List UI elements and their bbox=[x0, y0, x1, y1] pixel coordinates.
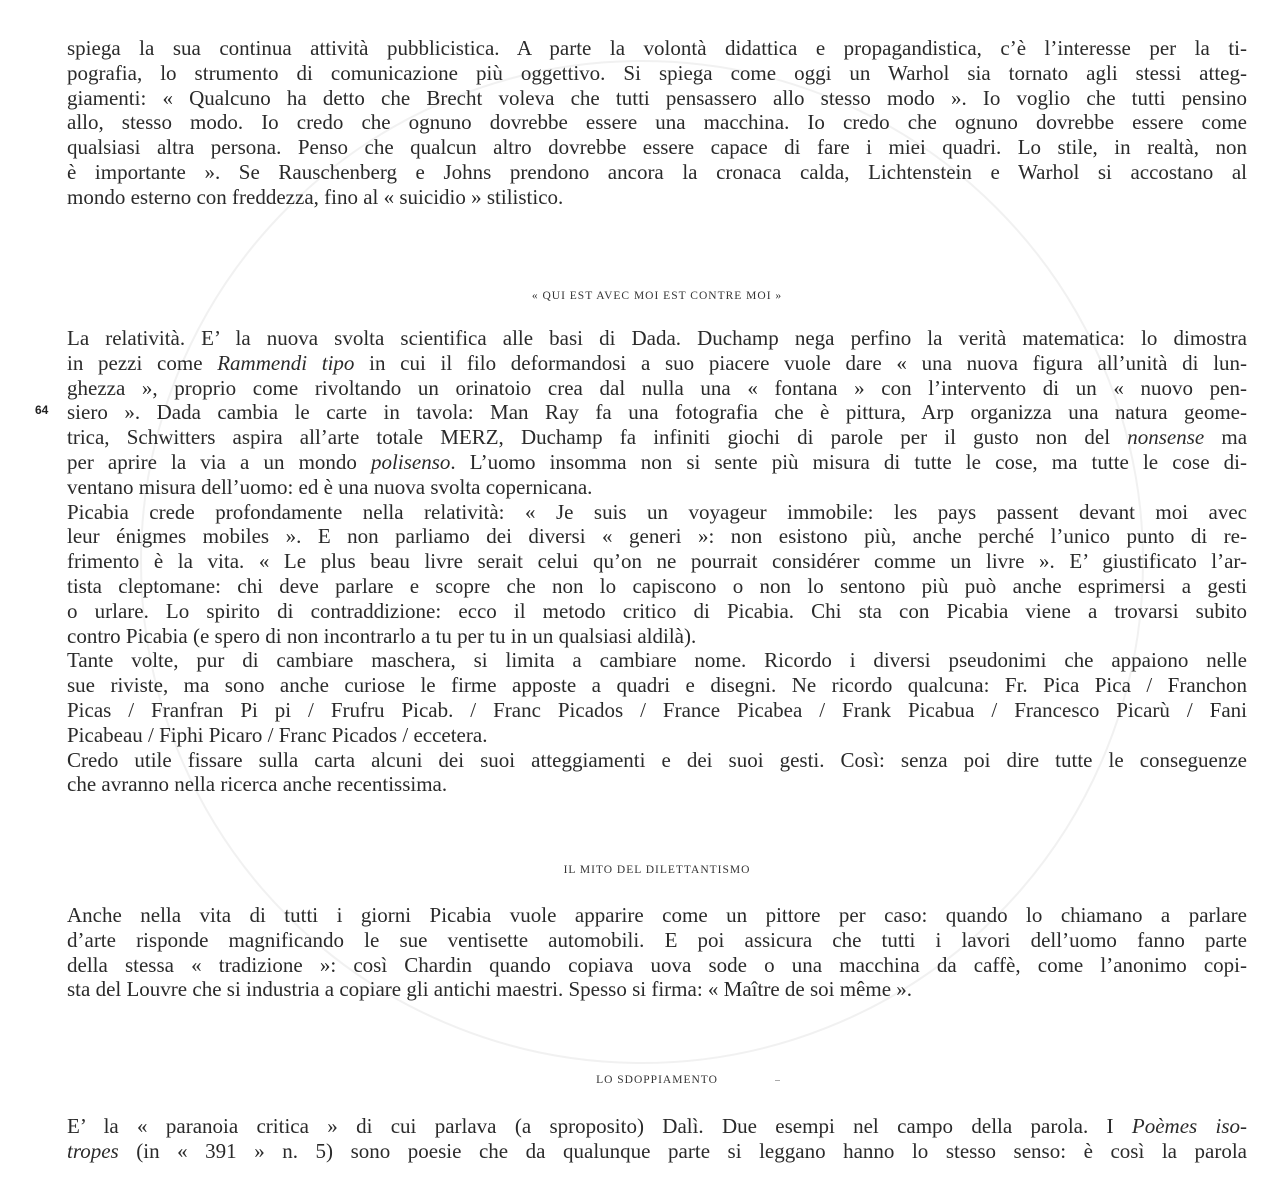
text-line: è importante ». Se Rauschenberg e Johns prendono ancora la cronaca calda, Lichtenstein e Warhol si accostano al bbox=[67, 159, 1247, 184]
text-line: per aprire la via a un mondo polisenso. L’uomo insomma non si sente più misura di tutte le cose, ma tutte le cose di- bbox=[67, 449, 1247, 474]
text-line: Picas / Franfran Pi pi / Frufru Picab. / Franc Picados / France Picabea / Frank Picabua / Francesco Picarù / Fani bbox=[67, 697, 1247, 722]
text-line: Picabia crede profondamente nella relatività: « Je suis un voyageur immobile: les pays passent devant moi avec bbox=[67, 499, 1247, 524]
text-line: Credo utile fissare sulla carta alcuni dei suoi atteggiamenti e dei suoi gesti. Così: senza poi dire tutte le conseguenze bbox=[67, 747, 1247, 772]
text-line: o urlare. Lo spirito di contraddizione: ecco il metodo critico di Picabia. Chi sta con Picabia viene a trovarsi subito bbox=[67, 598, 1247, 623]
paragraph-dilettantismo bbox=[67, 903, 1247, 1002]
text-line: sue riviste, ma sono anche curiose le firme apposte a quadri e disegni. Ne ricordo qualcuna: Fr. Pica Pica / Franchon bbox=[67, 673, 1247, 698]
text-line: che avranno nella ricerca anche recentissima. bbox=[67, 772, 448, 797]
text-line: trica, Schwitters aspira all’arte totale MERZ, Duchamp fa infiniti giochi di parole per il gusto non del nonsense ma bbox=[67, 425, 1248, 450]
section-heading-sdoppiamento: LO SDOPPIAMENTO bbox=[596, 1074, 718, 1086]
text-line: E’ la « paranoia critica » di cui parlava (a sproposito) Dalì. Due esempi nel campo della parola. I Poèmes iso- bbox=[67, 1114, 1248, 1138]
text-line: siero ». Dada cambia le carte in tavola: Man Ray fa una fotografia che è pittura, Arp organizza una natura geome- bbox=[67, 400, 1247, 425]
text-line: contro Picabia (e spero di non incontrarlo a tu per tu in un qualsiasi aldilà). bbox=[67, 623, 697, 648]
text-line: allo, stesso modo. Io credo che ognuno dovrebbe essere una macchina. Io credo che ognuno dovrebbe essere come bbox=[67, 110, 1247, 135]
text-line: qualsiasi altra persona. Penso che qualcun altro dovrebbe essere capace di fare i miei quadri. Lo stile, in realtà, non bbox=[67, 135, 1247, 160]
text-line: ventano misura dell’uomo: ed è una nuova svolta copernicana. bbox=[67, 474, 593, 499]
section-heading-qui-est: « QUI EST AVEC MOI EST CONTRE MOI » bbox=[531, 290, 783, 302]
text-line: frimento è la vita. « Le plus beau livre serait celui qu’on ne pourrait considérer comme un livre ». E’ giustificato l’ar- bbox=[67, 549, 1247, 574]
section-heading-dilettantismo: IL MITO DEL DILETTANTISMO bbox=[563, 864, 751, 876]
text-line: La relatività. E’ la nuova svolta scientifica alle basi di Dada. Duchamp nega perfino la verità matematica: lo dimostra bbox=[67, 326, 1247, 350]
text-line: pografia, lo strumento di comunicazione più oggettivo. Si spiega come oggi un Warhol sia tornato agli stessi atteg- bbox=[67, 60, 1247, 85]
text-line: Tante volte, pur di cambiare maschera, si limita a cambiare nome. Ricordo i diversi pseudonimi che appaiono nelle bbox=[67, 648, 1247, 673]
page-number: 64 bbox=[35, 403, 49, 417]
text-line: in pezzi come Rammendi tipo in cui il filo deformandosi a suo piacere vuole dare « una nuova figura all’unità di lun- bbox=[67, 350, 1248, 375]
text-line: sta del Louvre che si industria a copiare gli antichi maestri. Spesso si firma: « Maître de soi même ». bbox=[67, 977, 913, 1002]
text-line: tropes (in « 391 » n. 5) sono poesie che da qualunque parte si leggano hanno lo stesso senso: è così la parola bbox=[67, 1138, 1247, 1163]
text-line: ghezza », proprio come rivoltando un orinatoio crea dal nulla una « fontana » con l’intervento di un « nuovo pen- bbox=[67, 375, 1247, 400]
paragraph-relativita bbox=[67, 326, 1247, 797]
text-line: Anche nella vita di tutti i giorni Picabia vuole apparire come un pittore per caso: quando lo chiamano a parlare bbox=[67, 903, 1247, 927]
paragraph-warhol bbox=[67, 36, 1247, 210]
text-line: mondo esterno con freddezza, fino al « suicidio » stilistico. bbox=[67, 184, 564, 209]
text-line: d’arte risponde magnificando le sue ventisette automobili. E poi assicura che tutti i lavori dell’uomo fanno parte bbox=[67, 927, 1247, 952]
text-line: tista cleptomane: chi deve parlare e scopre che non lo capiscono o non lo sentono più può anche esprimersi a gesti bbox=[67, 573, 1247, 598]
text-line: spiega la sua continua attività pubblicistica. A parte la volontà didattica e propagandistica, c’è l’interesse per la ti- bbox=[67, 36, 1247, 60]
text-line: Picabeau / Fiphi Picaro / Franc Picados / eccetera. bbox=[67, 722, 488, 747]
text-line: della stessa « tradizione »: così Chardin quando copiava uova sode o una macchina da caffè, come l’anonimo copi- bbox=[67, 952, 1247, 977]
text-line: giamenti: « Qualcuno ha detto che Brecht voleva che tutti pensassero allo stesso modo ». Io voglio che tutti pensino bbox=[67, 85, 1247, 110]
stray-mark bbox=[775, 1080, 780, 1081]
text-line: leur énigmes mobiles ». E non parliamo dei diversi « generi »: non esistono più, anche perché l’unico punto di re- bbox=[67, 524, 1247, 549]
paragraph-sdoppiamento bbox=[67, 1114, 1247, 1164]
